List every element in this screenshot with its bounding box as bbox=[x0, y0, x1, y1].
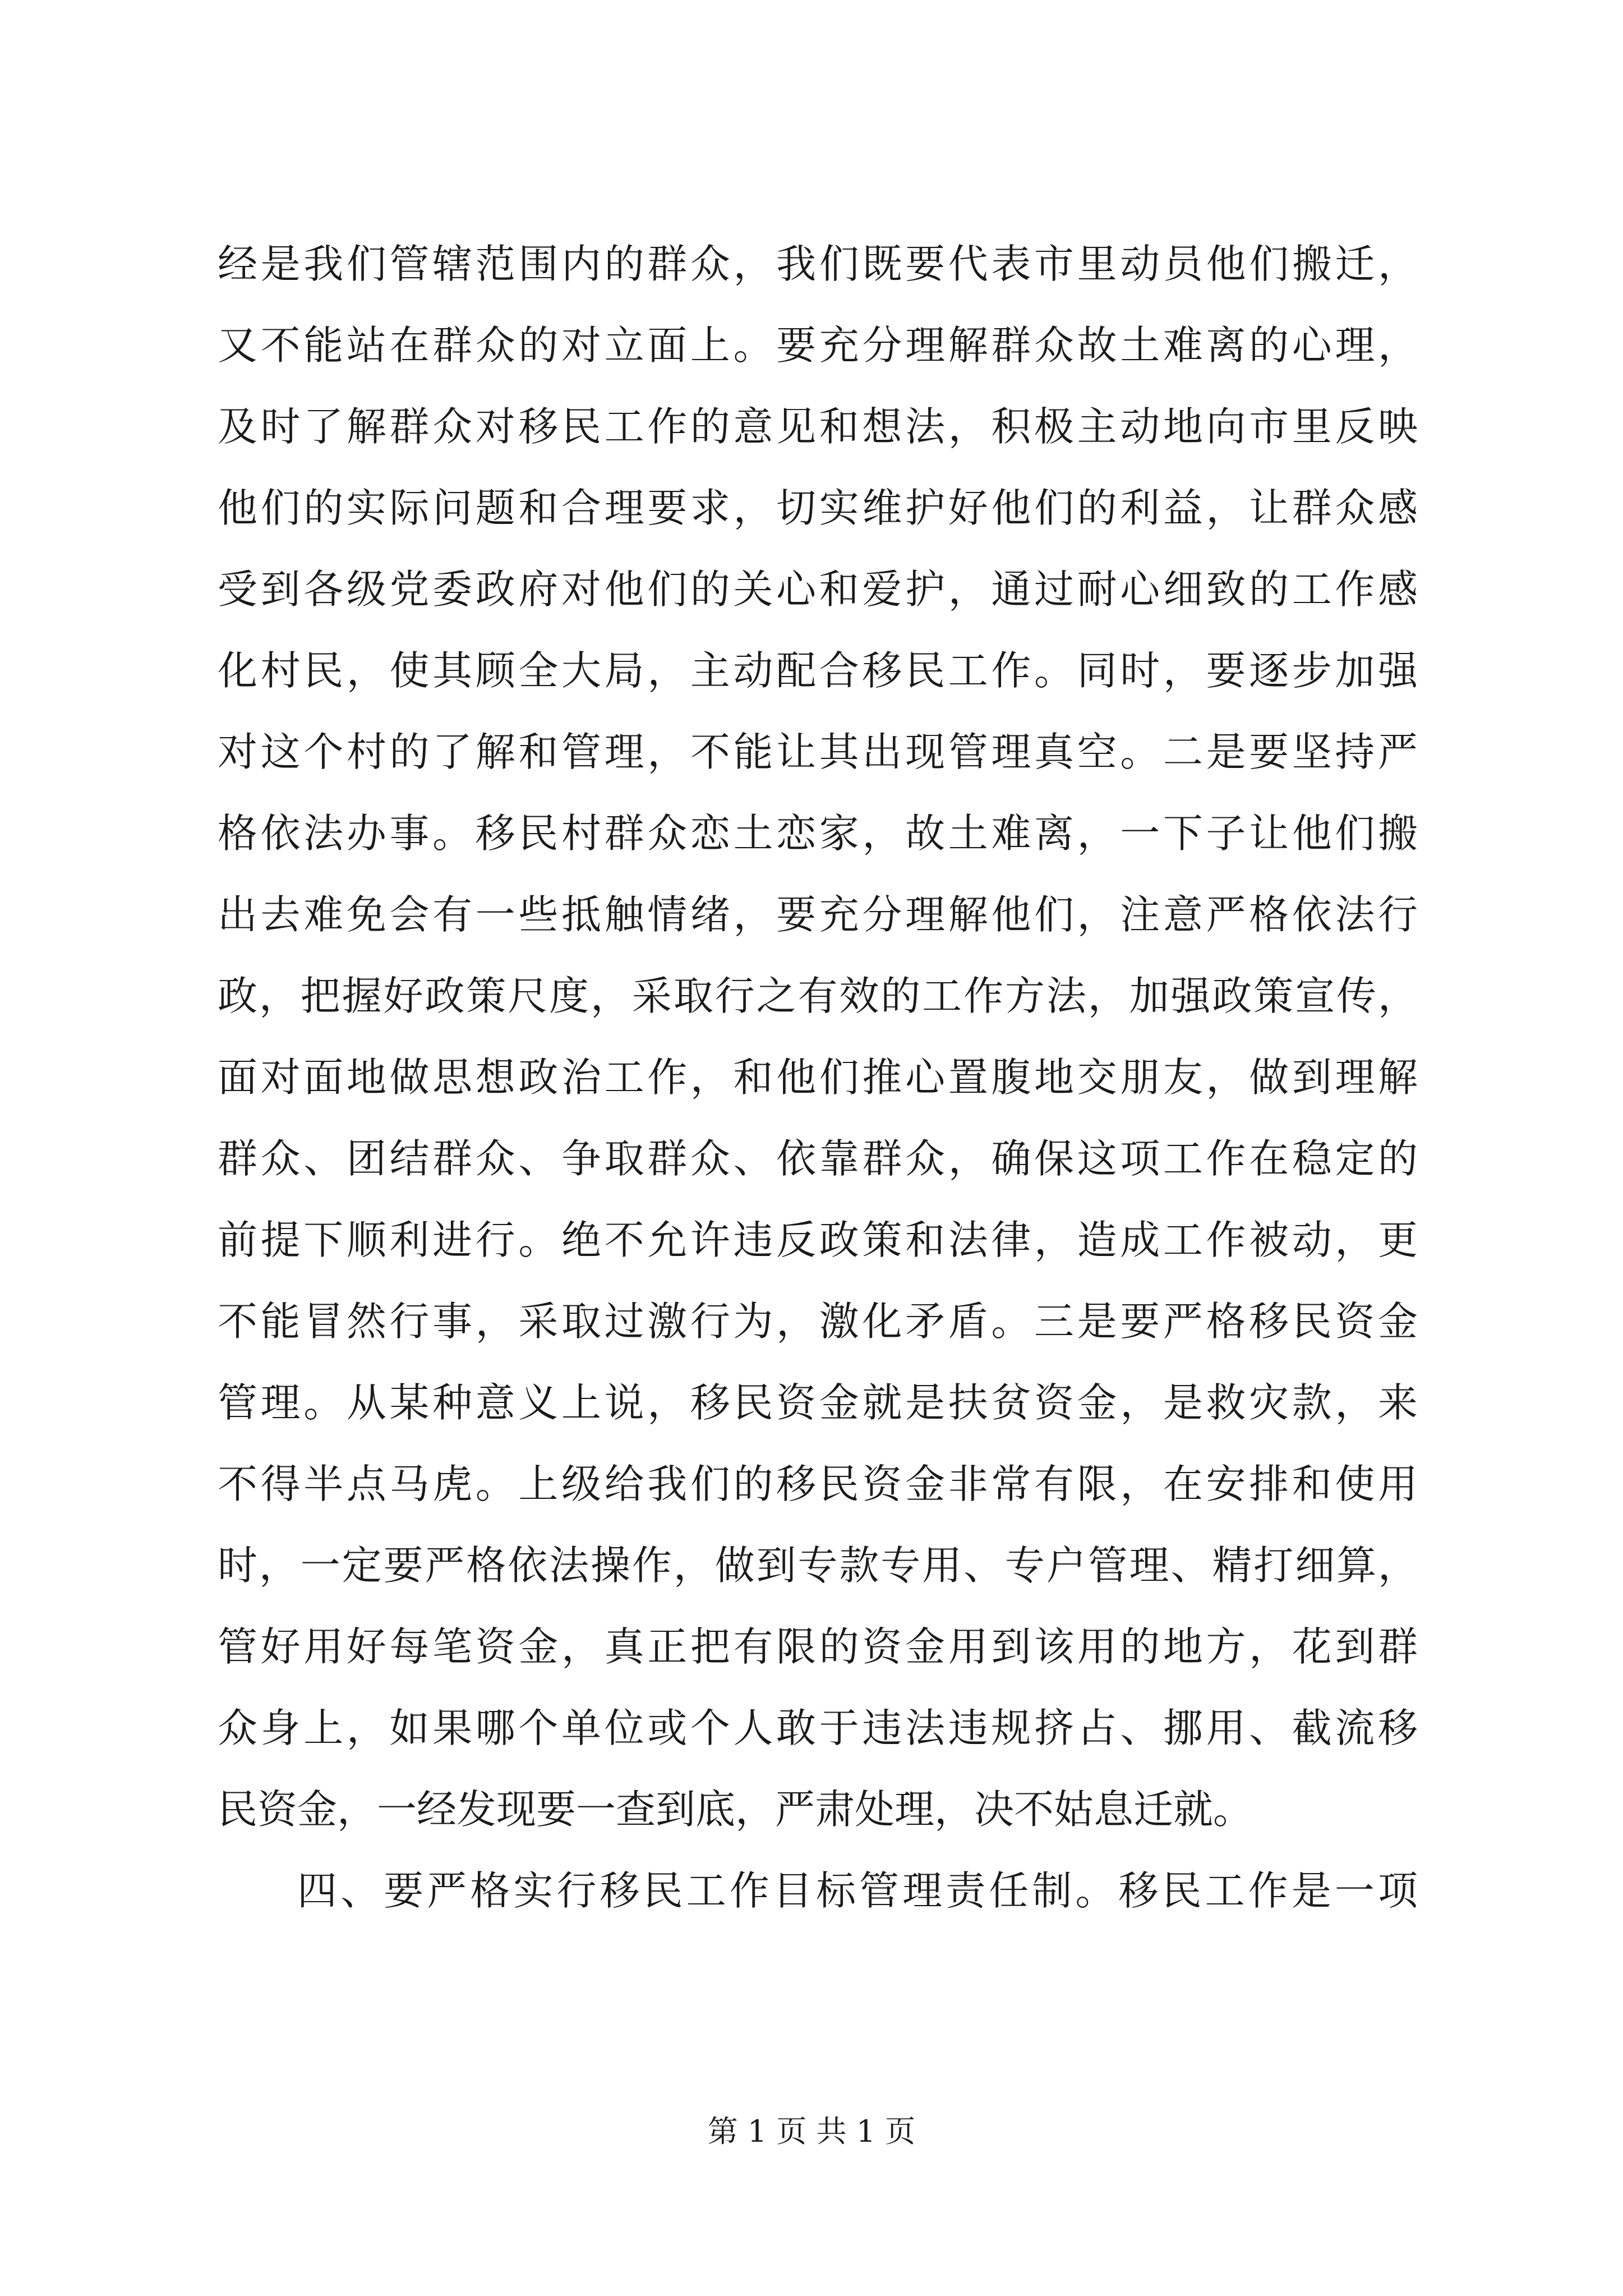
text-line: 对这个村的了解和管理，不能让其出现管理真空。二是要坚持严 bbox=[218, 729, 1418, 775]
text-line: 出去难免会有一些抵触情绪，要充分理解他们，注意严格依法行 bbox=[218, 891, 1418, 938]
text-line: 群众、团结群众、争取群众、依靠群众，确保这项工作在稳定的 bbox=[218, 1135, 1418, 1182]
document-body bbox=[218, 223, 1418, 1931]
page-number-footer: 第 1 页 共 1 页 bbox=[707, 2114, 916, 2149]
text-line: 又不能站在群众的对立面上。要充分理解群众故土难离的心理， bbox=[218, 322, 1418, 369]
text-line: 前提下顺利进行。绝不允许违反政策和法律，造成工作被动，更 bbox=[218, 1217, 1418, 1263]
text-line: 经是我们管辖范围内的群众，我们既要代表市里动员他们搬迁， bbox=[218, 241, 1418, 287]
text-line: 化村民，使其顾全大局，主动配合移民工作。同时，要逐步加强 bbox=[218, 647, 1418, 694]
text-line: 格依法办事。移民村群众恋土恋家，故土难离，一下子让他们搬 bbox=[218, 810, 1418, 857]
paragraph-start-line: 四、要严格实行移民工作目标管理责任制。移民工作是一项 bbox=[297, 1867, 1418, 1914]
paragraph-end-line: 民资金，一经发现要一查到底，严肃处理，决不姑息迁就。 bbox=[218, 1786, 1253, 1833]
text-line: 受到各级党委政府对他们的关心和爱护，通过耐心细致的工作感 bbox=[218, 566, 1418, 613]
text-line: 他们的实际问题和合理要求，切实维护好他们的利益，让群众感 bbox=[218, 485, 1418, 531]
text-line: 时，一定要严格依法操作，做到专款专用、专户管理、精打细算， bbox=[218, 1542, 1418, 1589]
text-line: 不能冒然行事，采取过激行为，激化矛盾。三是要严格移民资金 bbox=[218, 1298, 1418, 1345]
text-line: 及时了解群众对移民工作的意见和想法，积极主动地向市里反映 bbox=[218, 403, 1418, 450]
text-line: 管好用好每笔资金，真正把有限的资金用到该用的地方，花到群 bbox=[218, 1623, 1418, 1670]
text-line: 管理。从某种意义上说，移民资金就是扶贫资金，是救灾款，来 bbox=[218, 1379, 1418, 1426]
text-line: 政，把握好政策尺度，采取行之有效的工作方法，加强政策宣传， bbox=[218, 973, 1418, 1019]
text-line: 众身上，如果哪个单位或个人敢于违法违规挤占、挪用、截流移 bbox=[218, 1705, 1418, 1751]
text-line: 不得半点马虎。上级给我们的移民资金非常有限，在安排和使用 bbox=[218, 1461, 1418, 1507]
text-line: 面对面地做思想政治工作，和他们推心置腹地交朋友，做到理解 bbox=[218, 1054, 1418, 1101]
